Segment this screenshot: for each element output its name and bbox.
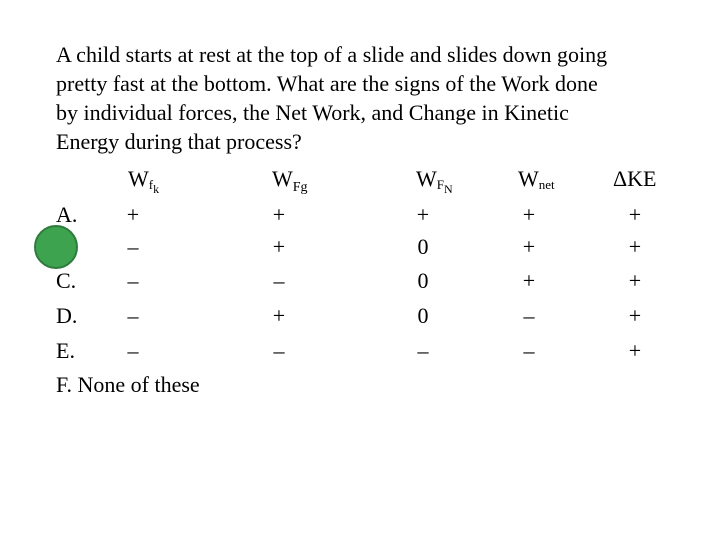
option-value: – <box>127 303 139 328</box>
option-value: + <box>272 303 286 328</box>
option-value: – <box>273 268 285 293</box>
option-value: + <box>522 268 536 293</box>
question-line-3: by individual forces, the Net Work, and Change in Kinetic <box>56 100 569 125</box>
option-label: B. <box>56 234 77 259</box>
option-value: + <box>522 202 536 227</box>
option-value: – <box>127 234 139 259</box>
option-value: + <box>628 303 642 328</box>
option-label: C. <box>56 268 77 293</box>
option-value: + <box>628 338 642 363</box>
option-value: – <box>127 338 139 363</box>
option-row-f[interactable]: F. None of these <box>56 372 200 397</box>
header-delta-ke: ΔKE <box>613 166 657 191</box>
option-value: + <box>272 234 286 259</box>
option-value: + <box>628 268 642 293</box>
header-work-friction: $W_{f_k}$ <box>128 166 160 196</box>
option-value: 0 <box>417 303 429 328</box>
question-text <box>56 40 696 156</box>
option-value: – <box>523 338 535 363</box>
option-value: – <box>523 303 535 328</box>
question-line-1: A child starts at rest at the top of a slide and slides down going <box>56 42 608 67</box>
option-label: E. <box>56 338 75 363</box>
option-label: A. <box>56 202 78 227</box>
option-value: + <box>628 202 642 227</box>
header-work-normal: $W_{F_N}$ <box>416 166 453 196</box>
option-value: 0 <box>417 234 429 259</box>
option-value: + <box>522 234 536 259</box>
option-value: + <box>628 234 642 259</box>
option-value: – <box>273 338 285 363</box>
option-label: D. <box>56 303 78 328</box>
question-line-2: pretty fast at the bottom. What are the signs of the Work done <box>56 71 598 96</box>
header-net-work: $W_{net}$ <box>518 166 555 192</box>
question-line-4: Energy during that process? <box>56 129 302 154</box>
option-value: + <box>272 202 286 227</box>
option-value: + <box>416 202 430 227</box>
option-value: + <box>126 202 140 227</box>
option-value: – <box>417 338 429 363</box>
option-value: – <box>127 268 139 293</box>
option-value: 0 <box>417 268 429 293</box>
header-work-gravity: $W_{Fg}$ <box>272 166 308 195</box>
